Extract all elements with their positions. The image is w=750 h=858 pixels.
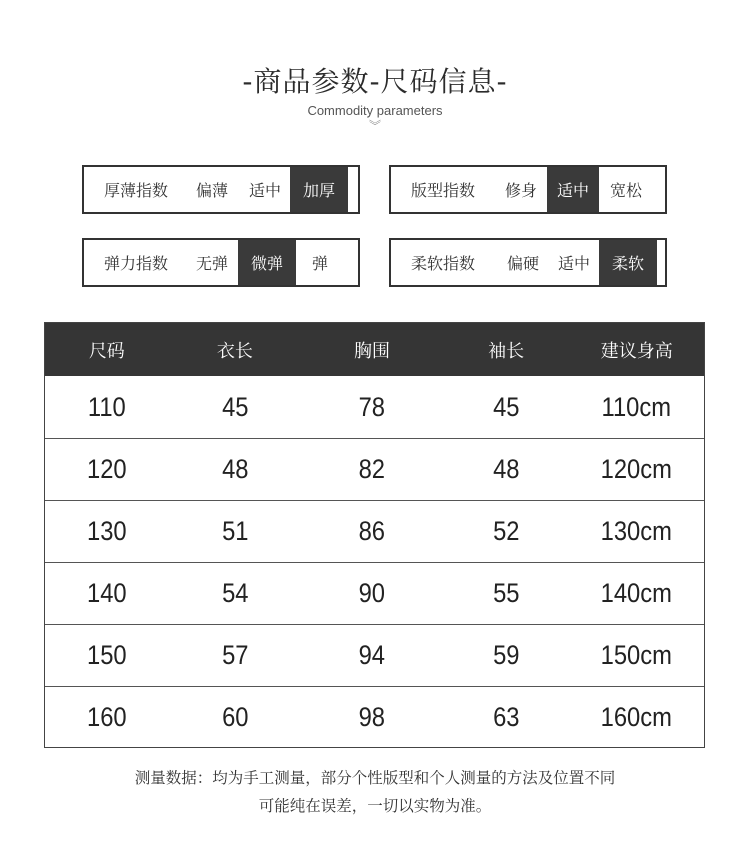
table-cell: 60 bbox=[221, 702, 249, 732]
table-cell: 130 bbox=[86, 516, 127, 546]
table-cell: 140cm bbox=[601, 578, 673, 608]
index-option: 弹 bbox=[311, 254, 328, 273]
table-cell: 140 bbox=[86, 578, 127, 608]
table-cell: 150cm bbox=[601, 640, 673, 670]
table-row bbox=[45, 376, 704, 438]
table-header bbox=[45, 323, 704, 376]
table-cell: 160cm bbox=[601, 702, 673, 732]
index-option: 无弹 bbox=[195, 254, 228, 273]
table-cell: 54 bbox=[221, 578, 249, 608]
index-option: 偏薄 bbox=[195, 181, 228, 200]
column-header: 尺码 bbox=[88, 340, 125, 362]
index-option: 宽松 bbox=[609, 181, 642, 200]
index-option: 修身 bbox=[504, 181, 537, 200]
index-label: 柔软指数 bbox=[411, 254, 476, 273]
index-option: 适中 bbox=[248, 181, 281, 200]
table-cell: 110 bbox=[87, 391, 126, 422]
index-label: 版型指数 bbox=[411, 181, 476, 200]
table-cell: 90 bbox=[358, 578, 386, 608]
fit-index bbox=[389, 165, 667, 214]
column-header: 建议身高 bbox=[600, 340, 673, 362]
index-option-selected: 加厚 bbox=[290, 167, 348, 212]
index-label: 厚薄指数 bbox=[104, 181, 169, 200]
index-option: 偏硬 bbox=[506, 254, 539, 273]
table-row bbox=[45, 500, 704, 562]
page-title: -商品参数-尺码信息- bbox=[242, 65, 508, 98]
table-cell: 48 bbox=[221, 454, 249, 484]
column-header: 衣长 bbox=[216, 340, 253, 362]
table-cell: 160 bbox=[86, 702, 127, 732]
table-cell: 150 bbox=[86, 640, 127, 670]
table-cell: 59 bbox=[492, 640, 520, 670]
table-cell: 120cm bbox=[601, 454, 673, 484]
size-table bbox=[44, 322, 705, 748]
table-cell: 45 bbox=[221, 391, 249, 422]
table-cell: 82 bbox=[358, 454, 386, 484]
index-option: 适中 bbox=[557, 254, 590, 273]
index-option-selected: 适中 bbox=[547, 167, 599, 212]
table-cell: 86 bbox=[358, 516, 386, 546]
table-cell: 63 bbox=[492, 702, 520, 732]
index-option-selected: 微弹 bbox=[238, 240, 296, 285]
table-row bbox=[45, 438, 704, 500]
table-row bbox=[45, 624, 704, 686]
index-option-selected: 柔软 bbox=[599, 240, 657, 285]
footnote-line-2: 可能纯在误差，一切以实物为准。 bbox=[258, 797, 492, 815]
table-row bbox=[45, 686, 704, 748]
chevron-down-icon: ︾ bbox=[368, 119, 381, 133]
column-header: 袖长 bbox=[488, 340, 525, 362]
table-cell: 120 bbox=[86, 454, 127, 484]
index-label: 弹力指数 bbox=[104, 254, 169, 273]
column-header: 胸围 bbox=[354, 340, 390, 362]
thickness-index bbox=[82, 165, 360, 214]
table-cell: 110cm bbox=[601, 391, 672, 422]
table-cell: 52 bbox=[492, 516, 520, 546]
table-row bbox=[45, 562, 704, 624]
table-cell: 98 bbox=[358, 702, 386, 732]
table-cell: 55 bbox=[492, 578, 520, 608]
table-cell: 51 bbox=[221, 516, 249, 546]
table-cell: 130cm bbox=[601, 516, 673, 546]
table-cell: 94 bbox=[358, 640, 386, 670]
table-body bbox=[45, 376, 704, 748]
table-cell: 45 bbox=[492, 391, 520, 422]
elasticity-index bbox=[82, 238, 360, 287]
table-cell: 57 bbox=[221, 640, 249, 670]
page-subtitle: Commodity parameters bbox=[307, 103, 443, 118]
softness-index bbox=[389, 238, 667, 287]
table-cell: 48 bbox=[492, 454, 520, 484]
table-cell: 78 bbox=[358, 391, 386, 422]
footnote-line-1: 测量数据：均为手工测量，部分个性版型和个人测量的方法及位置不同 bbox=[134, 769, 616, 787]
